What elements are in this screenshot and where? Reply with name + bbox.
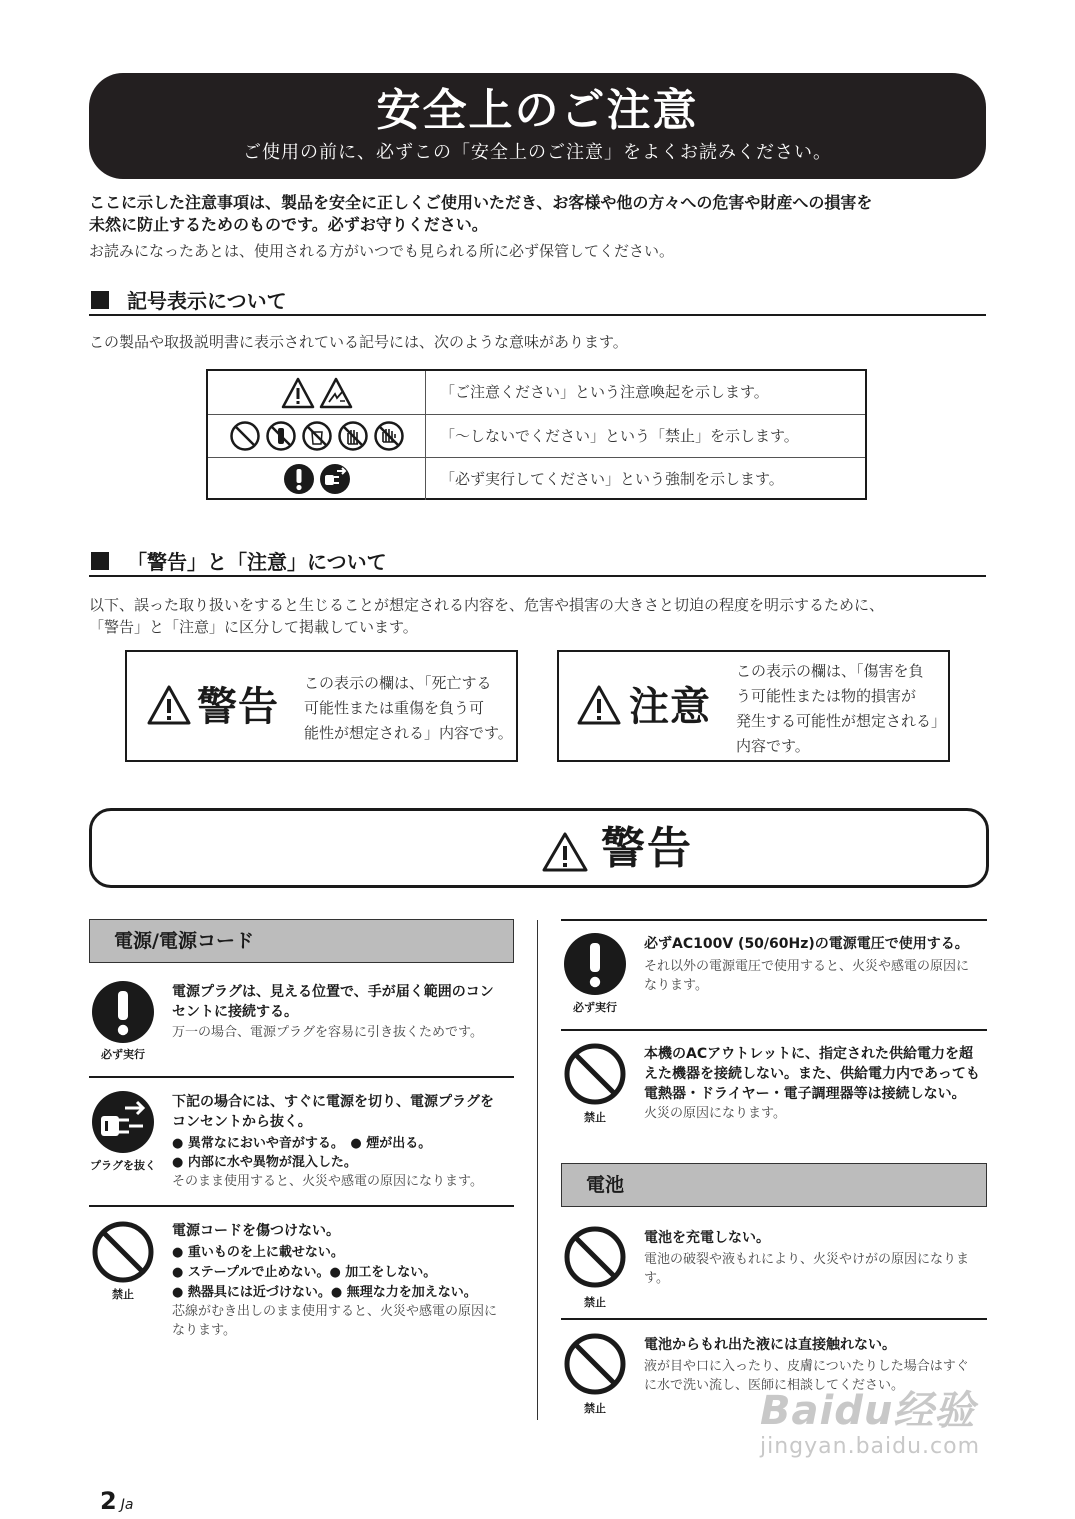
item-detail: 液が目や口に入ったり、皮膚についたりした場合はすぐ に水で洗い流し、医師に相談してください。 — [644, 1359, 969, 1393]
electric-shock-caution-icon — [319, 377, 353, 409]
caution-triangle-icon — [281, 377, 315, 409]
symbols-cell-icons — [208, 371, 426, 414]
page-number: 2 Ja — [100, 1487, 134, 1515]
symbols-section-heading: 記号表示について — [89, 288, 986, 316]
no-wet-hands-icon — [337, 420, 369, 452]
item-label: 禁止 — [584, 1402, 606, 1415]
intro-line-2: 未然に防止するためのものです。必ずお守りください。 — [89, 215, 488, 234]
symbols-cell-icons — [208, 458, 426, 500]
no-water-icon — [301, 420, 333, 452]
caution-level-label: 注意 — [629, 684, 711, 730]
item-label: 禁止 — [112, 1288, 134, 1301]
page-subtitle: ご使用の前に、必ずこの「安全上のご注意」をよくお読みください。 — [243, 142, 832, 163]
item-detail: 火災の原因になります。 — [644, 1106, 786, 1121]
intro-note: お読みになったあとは、使用される方がいつでも見られる所に必ず保管してください。 — [89, 242, 675, 260]
battery-section-heading: 電池 — [561, 1163, 987, 1207]
warning-level-label: 警告 — [197, 684, 279, 730]
item-detail: そのまま使用すると、火災や感電の原因になります。 — [172, 1174, 483, 1189]
item-title: 下記の場合には、すぐに電源を切り、電源プラグを コンセントから抜く。 — [172, 1094, 494, 1130]
square-bullet-icon — [91, 291, 109, 309]
item-title: 電池からもれ出た液には直接触れない。 — [644, 1337, 896, 1353]
symbols-row-mandatory — [208, 457, 865, 500]
item-detail: それ以外の電源電圧で使用すると、火災や感電の原因に なります。 — [644, 959, 970, 993]
item-divider — [89, 1076, 514, 1078]
item-label: プラグを抜く — [90, 1159, 156, 1172]
item-detail: 電池の破裂や液もれにより、火災やけがの原因になりま す。 — [644, 1252, 970, 1286]
symbols-table — [206, 369, 867, 500]
prohibition-icon — [563, 1332, 627, 1396]
item-divider — [561, 1029, 987, 1031]
mandatory-action-icon — [563, 932, 627, 996]
item-divider — [561, 1318, 987, 1320]
prohibition-icon — [563, 1042, 627, 1106]
item-label: 必ず実行 — [101, 1048, 145, 1061]
warning-banner — [89, 808, 989, 888]
symbols-cell-icons — [208, 415, 426, 457]
item-label: 必ず実行 — [573, 1001, 617, 1014]
item-title: 電源プラグは、見える位置で、手が届く範囲のコン セントに接続する。 — [172, 984, 494, 1020]
item-bullet: ● 異常なにおいや音がする。 ● 煙が出る。 — [172, 1136, 432, 1151]
item-bullet: ● 熱器具には近づけない。● 無理な力を加えない。 — [172, 1285, 477, 1300]
caution-triangle-icon — [146, 684, 192, 726]
intro-line-1: ここに示した注意事項は、製品を安全に正しくご使用いただき、お客様や他の方々への危害や財産への損害を — [89, 193, 873, 212]
page-title: 安全上のご注意 — [376, 85, 699, 136]
title-banner — [89, 73, 986, 179]
unplug-icon — [91, 1090, 155, 1154]
item-title: 必ずAC100V (50/60Hz)の電源電圧で使用する。 — [644, 936, 969, 952]
item-bullet: ● ステープルで止めない。● 加工をしない。 — [172, 1265, 437, 1280]
intro-statement — [89, 192, 989, 236]
no-touch-icon — [373, 420, 405, 452]
mandatory-action-icon — [91, 980, 155, 1044]
square-bullet-icon — [91, 552, 109, 570]
symbols-row-caution — [208, 371, 865, 414]
warning-banner-label: 警告 — [601, 823, 693, 874]
item-title: 電源コードを傷つけない。 — [172, 1223, 340, 1239]
item-detail: 芯線がむき出しのまま使用すると、火災や感電の原因に なります。 — [172, 1304, 498, 1338]
caution-triangle-icon — [541, 831, 589, 873]
symbols-desc-prohibit: 「～しないでください」という「禁止」を示します。 — [440, 427, 799, 445]
symbols-section-text: この製品や取扱説明書に表示されている記号には、次のような意味があります。 — [89, 333, 628, 351]
no-disassembly-icon — [265, 420, 297, 452]
item-bullet: ● 重いものを上に載せない。 — [172, 1245, 344, 1260]
caution-triangle-icon — [576, 684, 622, 726]
prohibition-icon — [91, 1220, 155, 1284]
symbols-desc-mandatory: 「必ず実行してください」という強制を示します。 — [440, 470, 784, 488]
levels-section-heading: 「警告」と「注意」について — [89, 549, 986, 577]
caution-level-desc: この表示の欄は、「傷害を負 う可能性または物的損害が 発生する可能性が想定される」 内容です。 — [736, 662, 947, 755]
prohibition-icon — [229, 420, 261, 452]
unplug-icon — [319, 463, 351, 495]
warning-level-desc: この表示の欄は、「死亡する 可能性または重傷を負う可 能性が想定される」内容です。 — [304, 674, 513, 742]
watermark: Baidu经验 jingyan.baidu.com — [760, 1388, 981, 1459]
symbols-row-prohibit — [208, 414, 865, 457]
column-divider — [537, 920, 538, 1420]
item-detail: 万一の場合、電源プラグを容易に引き抜くためです。 — [172, 1025, 483, 1040]
item-divider — [561, 919, 987, 921]
levels-section-text: 以下、誤った取り扱いをすると生じることが想定される内容を、危害や損害の大きさと切迫の程度を明示するために、 「警告」と「注意」に区分して掲載しています。 — [89, 596, 885, 636]
item-bullet: ● 内部に水や異物が混入した。 — [172, 1155, 357, 1170]
warning-level-box — [125, 650, 518, 762]
mandatory-action-icon — [283, 463, 315, 495]
prohibition-icon — [563, 1225, 627, 1289]
caution-level-box — [557, 650, 950, 762]
symbols-desc-caution: 「ご注意ください」という注意喚起を示します。 — [440, 383, 769, 401]
item-divider — [89, 1205, 514, 1207]
item-label: 禁止 — [584, 1111, 606, 1124]
item-title: 電池を充電しない。 — [644, 1230, 770, 1246]
item-label: 禁止 — [584, 1296, 606, 1309]
item-title: 本機のACアウトレットに、指定された供給電力を超 えた機器を接続しない。また、供給電力内であっても 電熱器・ドライヤー・電子調理器等は接続しない。 — [644, 1046, 980, 1102]
power-section-heading: 電源/電源コード — [89, 919, 514, 963]
